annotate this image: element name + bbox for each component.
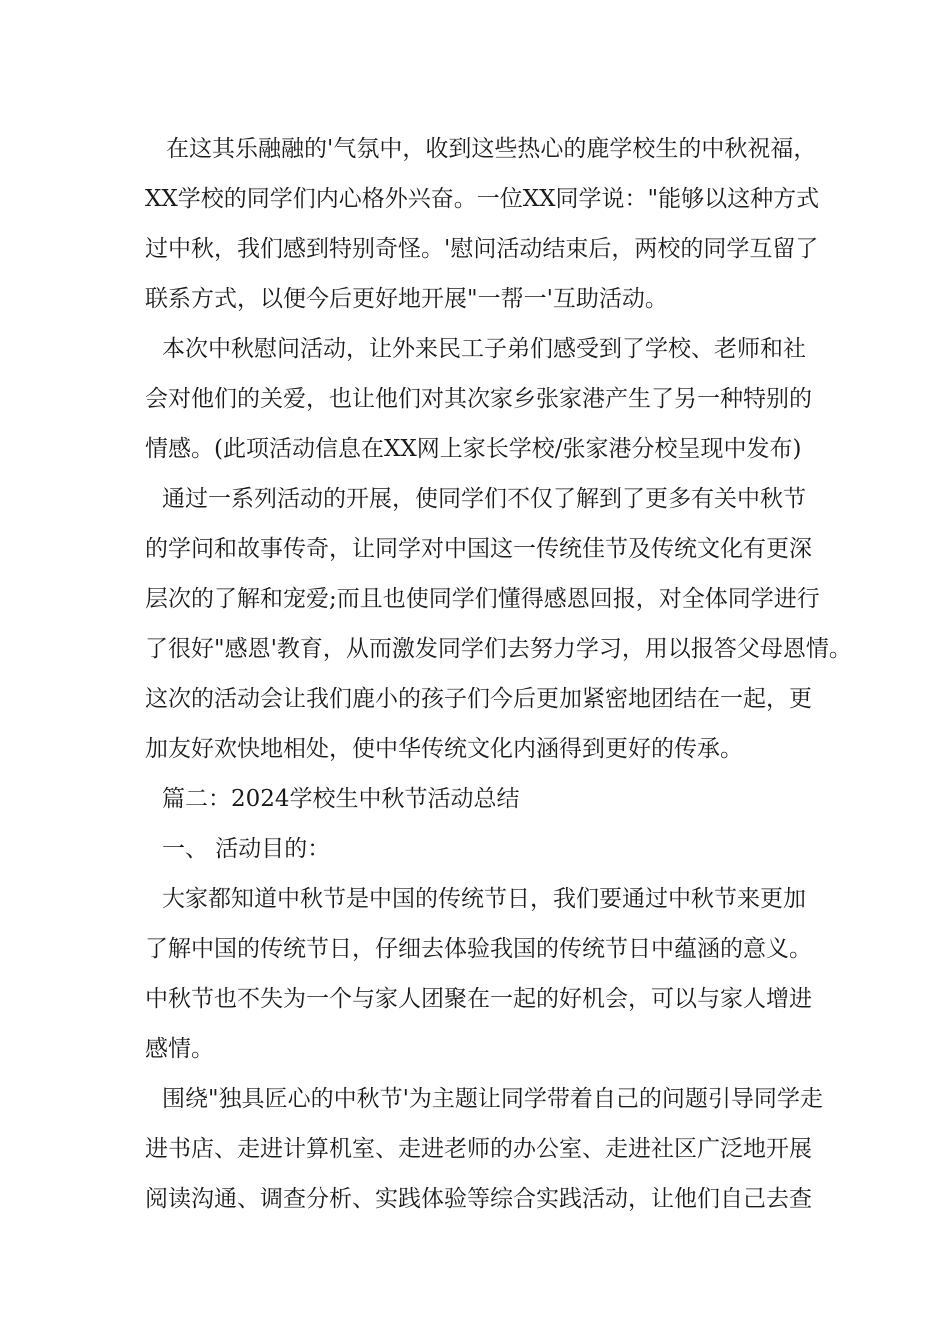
- paragraph-line: 过中秋，我们感到特别奇怪。'慰问活动结束后，两校的同学互留了: [145, 236, 819, 262]
- paragraph-line: 联系方式，以便今后更好地开展"一帮一'互助活动。: [145, 286, 668, 312]
- paragraph-line: 中秋节也不失为一个与家人团聚在一起的好机会，可以与家人增进: [145, 986, 812, 1012]
- paragraph-line: 本次中秋慰问活动，让外来民工子弟们感受到了学校、老师和社: [162, 336, 806, 362]
- paragraph-line: 大家都知道中秋节是中国的传统节日，我们要通过中秋节来更加: [162, 886, 806, 912]
- subsection-heading: 一、 活动目的：: [162, 836, 331, 862]
- paragraph-line: 通过一系列活动的开展，使同学们不仅了解到了更多有关中秋节: [162, 486, 806, 512]
- paragraph-line: 会对他们的关爱，也让他们对其次家乡张家港产生了另一种特别的: [145, 386, 812, 412]
- paragraph-line: XX学校的同学们内心格外兴奋。一位XX同学说："能够以这种方式: [145, 186, 820, 212]
- paragraph-line: 感情。: [145, 1036, 214, 1062]
- paragraph-line: 的学问和故事传奇，让同学对中国这一传统佳节及传统文化有更深: [145, 536, 812, 562]
- paragraph-line: 进书店、走进计算机室、走进老师的办公室、走进社区广泛地开展: [145, 1136, 812, 1162]
- section-heading: 篇二：2024学校生中秋节活动总结: [162, 786, 520, 812]
- paragraph-line: 阅读沟通、调查分析、实践体验等综合实践活动，让他们自己去查: [145, 1186, 812, 1212]
- paragraph-line: 了很好"感恩'教育，从而激发同学们去努力学习，用以报答父母恩情。: [145, 636, 852, 662]
- paragraph-line: 加友好欢快地相处，使中华传统文化内涵得到更好的传承。: [145, 736, 743, 762]
- paragraph-line: 在这其乐融融的'气氛中，收到这些热心的鹿学校生的中秋祝福，: [166, 136, 817, 162]
- paragraph-line: 层次的了解和宠爱;而且也使同学们懂得感恩回报，对全体同学进行: [145, 586, 820, 612]
- paragraph-line: 了解中国的传统节日，仔细去体验我国的传统节日中蕴涵的意义。: [145, 936, 812, 962]
- paragraph-line: 这次的活动会让我们鹿小的孩子们今后更加紧密地团结在一起，更: [145, 686, 812, 712]
- paragraph-line: 围绕"独具匠心的中秋节'为主题让同学带着自己的问题引导同学走: [162, 1086, 823, 1112]
- paragraph-line: 情感。(此项活动信息在XX网上家长学校/张家港分校呈现中发布): [145, 436, 802, 462]
